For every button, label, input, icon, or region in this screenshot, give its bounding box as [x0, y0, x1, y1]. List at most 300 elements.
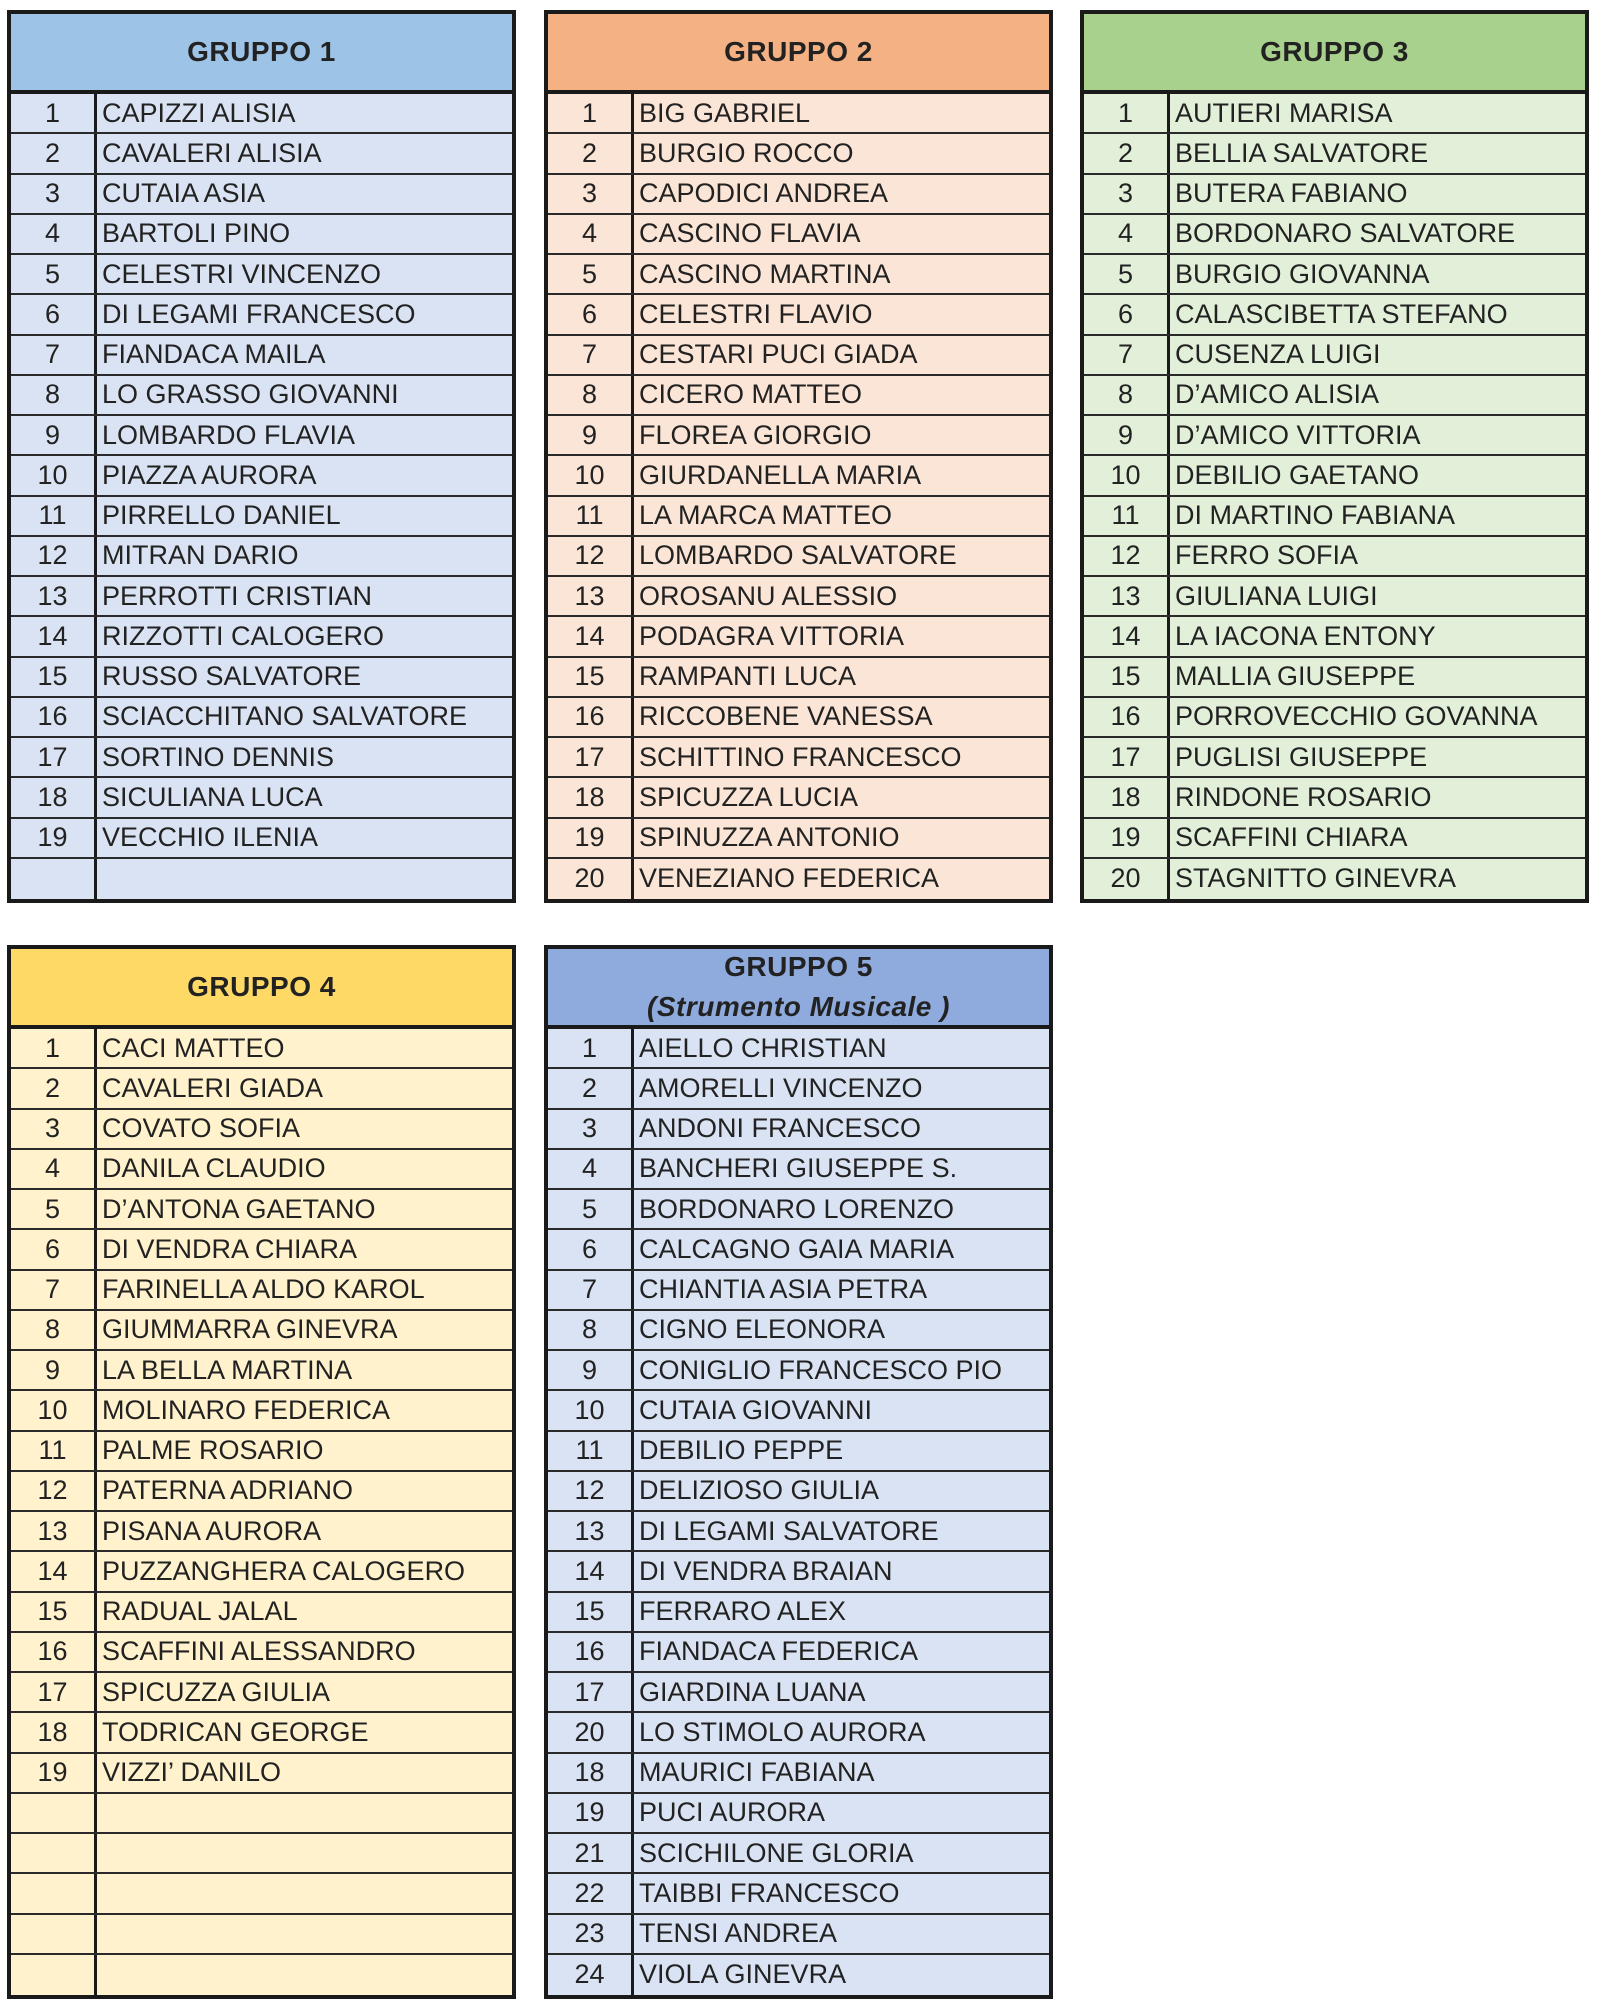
student-number: 7 — [11, 336, 97, 374]
student-name: SCAFFINI CHIARA — [1175, 822, 1408, 853]
student-row — [11, 1190, 512, 1230]
student-name: GIURDANELLA MARIA — [639, 459, 922, 490]
group-title: GRUPPO 2 — [724, 36, 873, 67]
student-number: 5 — [548, 1190, 634, 1228]
student-name: PERROTTI CRISTIAN — [102, 580, 373, 611]
student-row — [548, 537, 1049, 577]
student-name — [97, 1834, 512, 1872]
student-row — [548, 134, 1049, 174]
student-name: DI VENDRA CHIARA — [102, 1233, 358, 1264]
student-row — [548, 698, 1049, 738]
student-name: MOLINARO FEDERICA — [102, 1394, 391, 1425]
student-number: 6 — [11, 1230, 97, 1268]
student-name: BUTERA FABIANO — [1175, 178, 1408, 209]
student-row — [11, 1512, 512, 1552]
student-number: 4 — [11, 215, 97, 253]
student-row — [11, 1915, 512, 1955]
student-name: BELLIA SALVATORE — [1175, 137, 1429, 168]
student-name: DI MARTINO FABIANA — [1175, 500, 1456, 531]
student-number: 16 — [548, 698, 634, 736]
student-row — [11, 738, 512, 778]
student-row — [11, 1713, 512, 1753]
student-name: RINDONE ROSARIO — [1175, 781, 1432, 812]
student-number: 10 — [548, 1391, 634, 1429]
student-number: 4 — [11, 1150, 97, 1188]
student-name: CAPODICI ANDREA — [639, 178, 889, 209]
student-name: DI VENDRA BRAIAN — [639, 1555, 893, 1586]
student-number: 7 — [1084, 336, 1170, 374]
student-row — [11, 658, 512, 698]
student-row — [11, 376, 512, 416]
student-row — [1084, 376, 1585, 416]
student-name: CICERO MATTEO — [639, 379, 863, 410]
student-number — [11, 1874, 97, 1912]
student-row — [548, 1311, 1049, 1351]
student-name: LA BELLA MARTINA — [102, 1354, 353, 1385]
student-name: PIRRELLO DANIEL — [102, 500, 341, 531]
student-number: 20 — [1084, 859, 1170, 899]
student-number: 2 — [1084, 134, 1170, 172]
student-name: FIANDACA MAILA — [102, 339, 326, 370]
student-row — [548, 778, 1049, 818]
student-row — [11, 577, 512, 617]
student-name: GIARDINA LUANA — [639, 1676, 866, 1707]
student-name: PALME ROSARIO — [102, 1435, 324, 1466]
student-row — [11, 1150, 512, 1190]
student-number: 16 — [11, 698, 97, 736]
student-number: 5 — [548, 255, 634, 293]
student-number: 13 — [11, 577, 97, 615]
student-row — [548, 738, 1049, 778]
student-number: 19 — [1084, 819, 1170, 857]
student-number: 19 — [548, 1794, 634, 1832]
student-name: CALCAGNO GAIA MARIA — [639, 1233, 955, 1264]
student-number: 11 — [1084, 497, 1170, 535]
student-number: 19 — [11, 1754, 97, 1792]
student-row — [11, 1673, 512, 1713]
student-row — [1084, 658, 1585, 698]
student-row — [11, 1874, 512, 1914]
student-number: 1 — [548, 1029, 634, 1067]
student-name: PISANA AURORA — [102, 1515, 322, 1546]
student-number: 17 — [1084, 738, 1170, 776]
student-number: 6 — [1084, 295, 1170, 333]
student-number: 17 — [11, 1673, 97, 1711]
student-number: 24 — [548, 1955, 634, 1995]
student-name: COVATO SOFIA — [102, 1113, 301, 1144]
student-number: 16 — [548, 1633, 634, 1671]
student-row — [548, 255, 1049, 295]
student-number: 1 — [1084, 94, 1170, 132]
student-row — [11, 1754, 512, 1794]
student-row — [11, 1230, 512, 1270]
student-row — [11, 1593, 512, 1633]
student-number: 20 — [548, 1713, 634, 1751]
group-title: GRUPPO 3 — [1260, 36, 1409, 67]
group-title: GRUPPO 4 — [187, 971, 336, 1002]
student-row — [548, 1351, 1049, 1391]
student-number: 16 — [1084, 698, 1170, 736]
student-row — [11, 1069, 512, 1109]
student-number: 18 — [11, 778, 97, 816]
student-number: 18 — [1084, 778, 1170, 816]
student-row — [1084, 738, 1585, 778]
student-name — [97, 1915, 512, 1953]
student-name: PATERNA ADRIANO — [102, 1475, 354, 1506]
student-number: 14 — [11, 1552, 97, 1590]
student-row — [11, 1794, 512, 1834]
student-row — [548, 617, 1049, 657]
student-number: 14 — [11, 617, 97, 655]
student-number: 5 — [11, 1190, 97, 1228]
student-name: AIELLO CHRISTIAN — [639, 1032, 887, 1063]
student-name: CAVALERI GIADA — [102, 1072, 324, 1103]
student-number: 11 — [548, 1432, 634, 1470]
student-name: SICULIANA LUCA — [102, 781, 323, 812]
student-number: 19 — [11, 819, 97, 857]
student-name: FIANDACA FEDERICA — [639, 1636, 919, 1667]
group-3-table — [1080, 10, 1589, 903]
student-number: 9 — [11, 416, 97, 454]
student-row — [1084, 94, 1585, 134]
group-4-table — [7, 945, 516, 1999]
student-number: 19 — [548, 819, 634, 857]
student-number — [11, 1955, 97, 1995]
student-row — [11, 698, 512, 738]
student-name: CASCINO FLAVIA — [639, 218, 861, 249]
student-number — [11, 1915, 97, 1953]
student-number: 10 — [1084, 456, 1170, 494]
student-name: CIGNO ELEONORA — [639, 1314, 886, 1345]
student-row — [548, 1391, 1049, 1431]
student-name: LA MARCA MATTEO — [639, 500, 893, 531]
student-row — [11, 1311, 512, 1351]
student-number: 2 — [11, 1069, 97, 1107]
student-number: 14 — [548, 1552, 634, 1590]
student-number: 5 — [11, 255, 97, 293]
student-number: 22 — [548, 1874, 634, 1912]
student-name: SPICUZZA GIULIA — [102, 1676, 331, 1707]
student-row — [1084, 295, 1585, 335]
student-name: STAGNITTO GINEVRA — [1175, 863, 1457, 894]
student-row — [1084, 456, 1585, 496]
student-number — [11, 1794, 97, 1832]
student-row — [548, 497, 1049, 537]
student-number: 12 — [548, 537, 634, 575]
student-row — [548, 1713, 1049, 1753]
student-number: 13 — [11, 1512, 97, 1550]
student-row — [11, 819, 512, 859]
student-row — [548, 1955, 1049, 1995]
student-name: BURGIO GIOVANNA — [1175, 258, 1430, 289]
student-number: 15 — [548, 1593, 634, 1631]
student-number: 16 — [11, 1633, 97, 1671]
student-row — [11, 1633, 512, 1673]
student-number: 12 — [548, 1472, 634, 1510]
student-row — [548, 1915, 1049, 1955]
student-name: RICCOBENE VANESSA — [639, 701, 933, 732]
student-name: OROSANU ALESSIO — [639, 580, 898, 611]
student-row — [11, 134, 512, 174]
student-row — [1084, 698, 1585, 738]
student-number: 4 — [548, 1150, 634, 1188]
student-row — [548, 94, 1049, 134]
student-row — [1084, 577, 1585, 617]
student-number: 3 — [11, 175, 97, 213]
student-row — [11, 336, 512, 376]
group-title: GRUPPO 1 — [187, 36, 336, 67]
student-name: DI LEGAMI SALVATORE — [639, 1515, 939, 1546]
student-row — [11, 1029, 512, 1069]
student-number: 8 — [11, 1311, 97, 1349]
student-name: D’ANTONA GAETANO — [102, 1193, 376, 1224]
student-number: 12 — [11, 1472, 97, 1510]
student-name: CUTAIA GIOVANNI — [639, 1394, 873, 1425]
student-number: 9 — [11, 1351, 97, 1389]
student-row — [548, 1472, 1049, 1512]
student-name — [97, 1955, 512, 1995]
student-name: PUGLISI GIUSEPPE — [1175, 741, 1428, 772]
student-name: DANILA CLAUDIO — [102, 1153, 326, 1184]
student-row — [11, 215, 512, 255]
student-number: 3 — [11, 1110, 97, 1148]
student-number: 17 — [548, 738, 634, 776]
student-number: 6 — [11, 295, 97, 333]
student-name — [97, 1874, 512, 1912]
student-row — [1084, 416, 1585, 456]
student-name: CALASCIBETTA STEFANO — [1175, 298, 1508, 329]
student-name: DEBILIO PEPPE — [639, 1435, 844, 1466]
student-number: 8 — [1084, 376, 1170, 414]
group-title: GRUPPO 5 — [724, 951, 873, 982]
student-name: RAMPANTI LUCA — [639, 661, 857, 692]
student-number: 18 — [11, 1713, 97, 1751]
student-name — [97, 859, 512, 899]
student-row — [548, 859, 1049, 899]
student-row — [548, 577, 1049, 617]
student-name: VECCHIO ILENIA — [102, 822, 319, 853]
student-number: 15 — [1084, 658, 1170, 696]
student-number — [11, 1834, 97, 1872]
student-row — [11, 537, 512, 577]
student-name: TENSI ANDREA — [639, 1918, 838, 1949]
student-row — [548, 295, 1049, 335]
student-row — [548, 1673, 1049, 1713]
student-name: RUSSO SALVATORE — [102, 661, 362, 692]
student-number: 9 — [1084, 416, 1170, 454]
student-name: BURGIO ROCCO — [639, 137, 854, 168]
student-name: PUZZANGHERA CALOGERO — [102, 1555, 466, 1586]
student-number: 9 — [548, 1351, 634, 1389]
student-name: DI LEGAMI FRANCESCO — [102, 298, 416, 329]
student-name: FLOREA GIORGIO — [639, 419, 872, 450]
student-number: 11 — [11, 1432, 97, 1470]
student-row — [11, 1472, 512, 1512]
student-name: PUCI AURORA — [639, 1797, 826, 1828]
student-name: MAURICI FABIANA — [639, 1757, 875, 1788]
student-row — [11, 416, 512, 456]
student-number: 17 — [548, 1673, 634, 1711]
student-number: 14 — [548, 617, 634, 655]
student-number: 10 — [548, 456, 634, 494]
student-number: 13 — [1084, 577, 1170, 615]
student-name: RIZZOTTI CALOGERO — [102, 620, 385, 651]
student-row — [548, 376, 1049, 416]
student-name: FARINELLA ALDO KAROL — [102, 1274, 425, 1305]
student-name: MITRAN DARIO — [102, 540, 299, 571]
student-name: CAPIZZI ALISIA — [102, 97, 296, 128]
student-row — [11, 1834, 512, 1874]
student-row — [548, 1633, 1049, 1673]
student-number: 20 — [548, 859, 634, 899]
group-1-table — [7, 10, 516, 903]
student-number: 11 — [548, 497, 634, 535]
student-row — [548, 1874, 1049, 1914]
student-row — [1084, 537, 1585, 577]
student-name: DELIZIOSO GIULIA — [639, 1475, 880, 1506]
student-row — [11, 94, 512, 134]
student-name: CAVALERI ALISIA — [102, 137, 322, 168]
student-number: 15 — [11, 1593, 97, 1631]
student-name: PODAGRA VITTORIA — [639, 620, 905, 651]
student-row — [1084, 255, 1585, 295]
student-name: SPINUZZA ANTONIO — [639, 822, 900, 853]
student-number: 14 — [1084, 617, 1170, 655]
student-row — [548, 1150, 1049, 1190]
student-number: 1 — [11, 1029, 97, 1067]
student-name: BANCHERI GIUSEPPE S. — [639, 1153, 958, 1184]
student-name: LO STIMOLO AURORA — [639, 1716, 926, 1747]
student-name: DEBILIO GAETANO — [1175, 459, 1420, 490]
student-row — [11, 255, 512, 295]
student-row — [548, 1230, 1049, 1270]
student-row — [548, 1190, 1049, 1230]
student-number: 21 — [548, 1834, 634, 1872]
student-row — [11, 1552, 512, 1592]
student-number: 8 — [548, 376, 634, 414]
student-name: AMORELLI VINCENZO — [639, 1072, 923, 1103]
student-name: CHIANTIA ASIA PETRA — [639, 1274, 928, 1305]
student-row — [1084, 175, 1585, 215]
student-row — [11, 859, 512, 899]
student-number: 15 — [11, 658, 97, 696]
student-row — [11, 617, 512, 657]
student-name: CONIGLIO FRANCESCO PIO — [639, 1354, 1003, 1385]
group-2-table — [544, 10, 1053, 903]
student-number: 8 — [11, 376, 97, 414]
student-number: 18 — [548, 778, 634, 816]
student-row — [548, 336, 1049, 376]
student-row — [548, 175, 1049, 215]
student-name: BORDONARO LORENZO — [639, 1193, 955, 1224]
student-number: 23 — [548, 1915, 634, 1953]
student-number: 8 — [548, 1311, 634, 1349]
student-name: AUTIERI MARISA — [1175, 97, 1393, 128]
student-row — [548, 1029, 1049, 1069]
student-number: 3 — [1084, 175, 1170, 213]
student-row — [548, 1432, 1049, 1472]
student-name: SCAFFINI ALESSANDRO — [102, 1636, 416, 1667]
student-name: FERRO SOFIA — [1175, 540, 1359, 571]
student-number: 11 — [11, 497, 97, 535]
student-name: TODRICAN GEORGE — [102, 1716, 369, 1747]
student-name: SPICUZZA LUCIA — [639, 781, 859, 812]
student-number: 2 — [548, 134, 634, 172]
student-row — [11, 1432, 512, 1472]
group-header — [11, 14, 512, 94]
student-row — [548, 1593, 1049, 1633]
student-name: CUTAIA ASIA — [102, 178, 266, 209]
student-name: SCICHILONE GLORIA — [639, 1837, 914, 1868]
student-number: 4 — [548, 215, 634, 253]
student-name: LOMBARDO SALVATORE — [639, 540, 957, 571]
student-name: MALLIA GIUSEPPE — [1175, 661, 1416, 692]
student-number: 3 — [548, 175, 634, 213]
student-name: RADUAL JALAL — [102, 1596, 298, 1627]
student-row — [548, 1069, 1049, 1109]
student-row — [11, 1351, 512, 1391]
student-row — [11, 295, 512, 335]
student-name: CASCINO MARTINA — [639, 258, 891, 289]
student-name: FERRARO ALEX — [639, 1596, 847, 1627]
student-row — [1084, 497, 1585, 537]
student-number: 18 — [548, 1754, 634, 1792]
student-name — [97, 1794, 512, 1832]
student-number: 9 — [548, 416, 634, 454]
student-row — [1084, 134, 1585, 174]
student-row — [11, 1391, 512, 1431]
student-name: BIG GABRIEL — [639, 97, 811, 128]
student-row — [548, 215, 1049, 255]
student-name: GIULIANA LUIGI — [1175, 580, 1378, 611]
student-row — [1084, 778, 1585, 818]
student-number: 6 — [548, 295, 634, 333]
student-row — [548, 658, 1049, 698]
student-row — [11, 175, 512, 215]
student-number: 1 — [548, 94, 634, 132]
group-5-table — [544, 945, 1053, 1999]
group-subtitle: (Strumento Musicale ) — [647, 991, 950, 1022]
student-row — [11, 1110, 512, 1150]
group-header — [11, 949, 512, 1029]
student-number: 7 — [548, 1271, 634, 1309]
student-number: 3 — [548, 1110, 634, 1148]
student-number: 7 — [548, 336, 634, 374]
student-name: SORTINO DENNIS — [102, 741, 335, 772]
student-name: TAIBBI FRANCESCO — [639, 1877, 900, 1908]
student-number: 4 — [1084, 215, 1170, 253]
student-row — [548, 1110, 1049, 1150]
student-row — [1084, 336, 1585, 376]
student-name: CELESTRI VINCENZO — [102, 258, 382, 289]
student-number: 2 — [11, 134, 97, 172]
student-row — [548, 1271, 1049, 1311]
student-number: 2 — [548, 1069, 634, 1107]
student-name: CACI MATTEO — [102, 1032, 285, 1063]
student-row — [548, 1754, 1049, 1794]
student-name: LO GRASSO GIOVANNI — [102, 379, 399, 410]
student-name: CELESTRI FLAVIO — [639, 298, 873, 329]
student-name: BARTOLI PINO — [102, 218, 291, 249]
student-row — [548, 416, 1049, 456]
student-name: SCHITTINO FRANCESCO — [639, 741, 962, 772]
student-number: 10 — [11, 1391, 97, 1429]
student-row — [11, 1955, 512, 1995]
student-row — [548, 1794, 1049, 1834]
student-name: GIUMMARRA GINEVRA — [102, 1314, 398, 1345]
student-row — [548, 819, 1049, 859]
student-row — [1084, 215, 1585, 255]
